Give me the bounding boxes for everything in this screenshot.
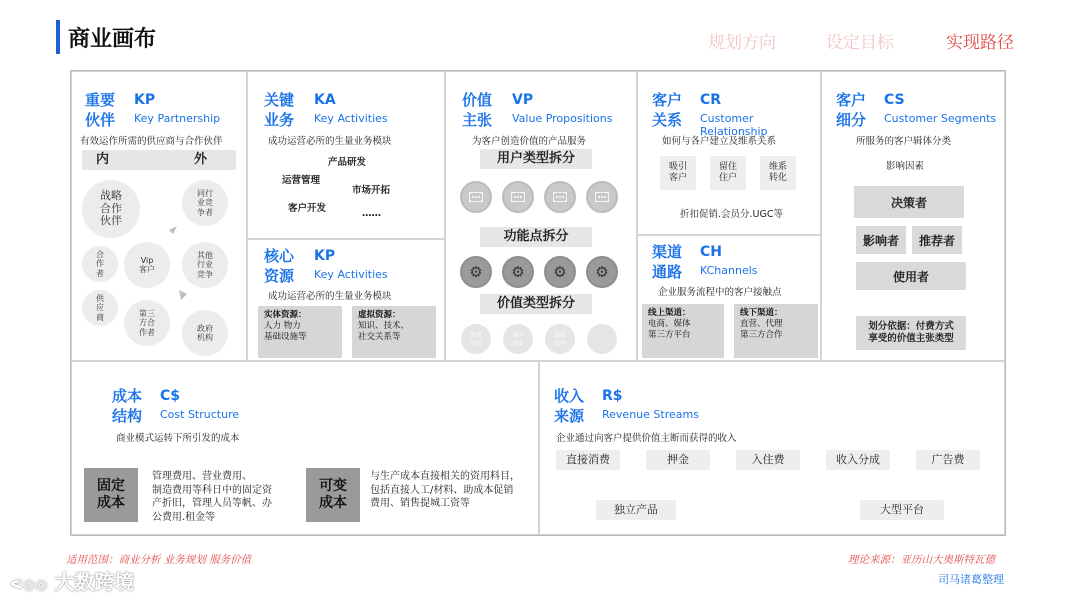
ch-title-line-1: 渠道 bbox=[652, 243, 683, 261]
cost-title-line-1: 成本 bbox=[112, 387, 143, 405]
vp-title-en: Value Propositions bbox=[512, 112, 613, 125]
cost-description: 商业模式运转下所引发的成本 bbox=[116, 433, 240, 444]
kp-inner-label: 内 bbox=[96, 152, 110, 167]
cost-fixed-text: 管理费用、营业费用、 制造费用等科日中的固定资 产折旧，管理人员等帆、办 公费用.租金等 bbox=[152, 471, 272, 523]
kp-title-zh bbox=[85, 90, 115, 130]
ka-description: 成功运营必所的生量业务模块 bbox=[268, 136, 392, 147]
kp-title-line-1: 重要 bbox=[85, 91, 116, 109]
vp-more-icon-2 bbox=[502, 181, 534, 213]
cs-title-line-1: 客户 bbox=[836, 91, 867, 109]
kr-code: KP bbox=[314, 248, 336, 264]
kp-title-en: Key Partnership bbox=[134, 112, 221, 125]
ka-item-market: 市场开拓 bbox=[352, 185, 391, 196]
cr-code: CR bbox=[700, 92, 722, 108]
kr-physical-box bbox=[258, 306, 342, 358]
ka-code: KA bbox=[314, 92, 336, 108]
cell-value-propositions bbox=[445, 71, 637, 361]
vp-code: VP bbox=[512, 92, 534, 108]
rev-title-zh bbox=[554, 386, 584, 426]
cs-description: 所服务的客户辑体分类 bbox=[856, 136, 952, 147]
vp-more-icon-1 bbox=[460, 181, 492, 213]
footer-source: 理论来源：亚历山大奥斯特瓦德 bbox=[848, 554, 995, 566]
ch-offline-body: 直营、代理 第三方合作 bbox=[740, 319, 783, 341]
cs-factors: 影响因素 bbox=[886, 161, 925, 172]
vp-value-circle-2: 减少 成本 bbox=[503, 324, 533, 354]
business-canvas bbox=[70, 70, 1006, 536]
title-accent-bar bbox=[56, 20, 60, 54]
cost-fixed-box: 固定 成本 bbox=[84, 468, 138, 522]
kp-outer-label: 外 bbox=[194, 152, 208, 167]
ch-code: CH bbox=[700, 244, 722, 260]
ka-item-ellipsis: …… bbox=[362, 208, 381, 219]
rev-code: R$ bbox=[602, 388, 623, 404]
cost-variable-text: 与生产成本直接相关的资用料目， 包括直接人工/材料、助成本促销 费用、销售提城工资等 bbox=[370, 471, 520, 509]
cost-title-zh bbox=[112, 386, 142, 426]
kp-circle-vip-client: Vip 客户 bbox=[124, 242, 170, 288]
vp-more-icon-3 bbox=[544, 181, 576, 213]
ka-item-client-dev: 客户开发 bbox=[288, 203, 327, 214]
cs-code: CS bbox=[884, 92, 905, 108]
cr-title-en: Customer Relationship bbox=[700, 112, 768, 138]
ch-title-line-2: 通路 bbox=[652, 263, 683, 281]
nav-item-implementation-path[interactable]: 实现路径 bbox=[946, 33, 1014, 53]
vp-value-circle-4 bbox=[587, 324, 617, 354]
cell-customer-segments bbox=[821, 71, 1005, 361]
cs-title-en: Customer Segments bbox=[884, 112, 997, 125]
ch-description: 企业服务流程中的客户接触点 bbox=[658, 287, 782, 298]
kr-physical-body: 人力 物力 基础设施等 bbox=[264, 321, 307, 343]
kr-title-line-1: 核心 bbox=[264, 247, 295, 265]
nav-item-plan-direction[interactable]: 规划方向 bbox=[708, 33, 776, 53]
cr-title-line-2: 关系 bbox=[652, 111, 683, 129]
cs-title-zh bbox=[836, 90, 866, 130]
kp-circle-supplier: 供 应 商 bbox=[82, 290, 118, 326]
ka-title-en: Key Activities bbox=[314, 112, 388, 125]
rev-item-standalone: 独立产品 bbox=[596, 500, 676, 520]
kp-circle-other-industry: 其他 行业 竞争 bbox=[182, 242, 228, 288]
kp-circle-peer-competitor: 同行 业竞 争者 bbox=[182, 180, 228, 226]
kp-circle-partner: 合 作 者 bbox=[82, 246, 118, 282]
kr-virtual-box bbox=[352, 306, 436, 358]
kr-physical-title: 实体资源： bbox=[264, 310, 307, 320]
cell-cost-structure bbox=[71, 361, 539, 535]
kr-virtual-body: 知识、技术、 社交关系等 bbox=[358, 321, 410, 343]
vp-more-icon-4 bbox=[586, 181, 618, 213]
cr-step-convert: 维系 转化 bbox=[760, 156, 796, 190]
ka-title-zh bbox=[264, 90, 294, 130]
cell-key-partnership bbox=[71, 71, 247, 361]
cr-description: 如何与各户建立及维系关系 bbox=[662, 136, 777, 147]
rev-title-en: Revenue Streams bbox=[602, 408, 699, 421]
cost-variable-box: 可变 成本 bbox=[306, 468, 360, 522]
cell-revenue-streams bbox=[539, 361, 1005, 535]
cell-customer-relationship bbox=[637, 71, 821, 235]
cost-code: C$ bbox=[160, 388, 181, 404]
cr-note: 折扣促销.会员分.UGC等 bbox=[680, 209, 783, 220]
cs-decider-box: 决策者 bbox=[854, 186, 964, 218]
ch-offline-box bbox=[734, 304, 818, 358]
kp-circle-government: 政府 机构 bbox=[182, 310, 228, 356]
cr-title-line-1: 客户 bbox=[652, 91, 683, 109]
rev-title-line-2: 来源 bbox=[554, 407, 585, 425]
kr-virtual-title: 虚拟资源： bbox=[358, 310, 401, 320]
kp-circle-third-party: 第三 方合 作者 bbox=[124, 300, 170, 346]
ka-item-rd: 产品研发 bbox=[328, 157, 367, 168]
cr-step-retain: 留住 住户 bbox=[710, 156, 746, 190]
nav-item-set-goal[interactable]: 设定目标 bbox=[826, 33, 894, 53]
kp-description: 有效运作所需的供应商与合作伙伴 bbox=[80, 136, 223, 147]
ch-online-title: 线上渠道： bbox=[648, 308, 691, 318]
cs-basis-box: 划分依据：付费方式 享受的价值主张类型 bbox=[856, 316, 966, 350]
footer-scope: 适用范围：商业分析 业务规划 服务价值 bbox=[66, 554, 252, 566]
cost-title-en: Cost Structure bbox=[160, 408, 240, 421]
rev-item-direct: 直接消费 bbox=[556, 450, 620, 470]
vp-description: 为客户创造价值的产品服务 bbox=[472, 136, 587, 147]
cs-influencer-box: 影响者 bbox=[856, 226, 906, 254]
vp-bar-user-type: 用户类型拆分 bbox=[480, 149, 592, 169]
rev-title-line-1: 收入 bbox=[554, 387, 585, 405]
ka-item-ops: 运营管理 bbox=[282, 175, 321, 186]
kp-circle-strategic-partner: 战略 合作 伙伴 bbox=[82, 180, 140, 238]
ch-title-en: KChannels bbox=[700, 264, 758, 277]
kp-inner-outer-bar bbox=[82, 150, 236, 170]
cs-user-box: 使用者 bbox=[856, 262, 966, 290]
kr-title-zh bbox=[264, 246, 294, 286]
watermark-text: 大数跨境 bbox=[54, 570, 135, 594]
cell-channels bbox=[637, 235, 821, 361]
kr-description: 成功运营必所的生量业务模块 bbox=[268, 291, 392, 302]
ka-title-line-2: 业务 bbox=[264, 111, 295, 129]
vp-gear-icon-3: ⚙ bbox=[544, 256, 576, 288]
kp-arrows bbox=[167, 220, 191, 306]
rev-item-platform: 大型平台 bbox=[860, 500, 944, 520]
vp-bar-value-type: 价值类型拆分 bbox=[480, 294, 592, 314]
kp-title-line-2: 伙伴 bbox=[85, 111, 116, 129]
cost-title-line-2: 结构 bbox=[112, 407, 143, 425]
watermark-icon: ᕙ◎◎ bbox=[10, 577, 48, 593]
ch-title-zh bbox=[652, 242, 682, 282]
vp-value-circle-1: 节省 时间 bbox=[461, 324, 491, 354]
cr-step-attract: 吸引 客户 bbox=[660, 156, 696, 190]
footer-author: 司马诸葛整理 bbox=[938, 573, 1004, 586]
rev-item-checkin: 入住费 bbox=[736, 450, 800, 470]
rev-item-deposit: 押金 bbox=[646, 450, 710, 470]
vp-value-circle-3: 提高 效率 bbox=[545, 324, 575, 354]
vp-gear-icon-2: ⚙ bbox=[502, 256, 534, 288]
cell-key-resources bbox=[247, 239, 445, 361]
rev-item-ads: 广告费 bbox=[916, 450, 980, 470]
cs-title-line-2: 细分 bbox=[836, 111, 867, 129]
watermark-logo bbox=[10, 566, 134, 595]
cs-recommender-box: 推荐者 bbox=[912, 226, 962, 254]
vp-gear-icon-1: ⚙ bbox=[460, 256, 492, 288]
kp-code: KP bbox=[134, 92, 156, 108]
ch-online-body: 电商、媒体 第三方平台 bbox=[648, 319, 691, 341]
vp-title-line-2: 主张 bbox=[462, 111, 493, 129]
ka-title-line-1: 关键 bbox=[264, 91, 295, 109]
ch-offline-title: 线下渠道： bbox=[740, 308, 783, 318]
cr-title-zh bbox=[652, 90, 682, 130]
kr-title-en: Key Activities bbox=[314, 268, 388, 281]
vp-title-line-1: 价值 bbox=[462, 91, 493, 109]
page-title: 商业画布 bbox=[68, 27, 157, 52]
cell-key-activities bbox=[247, 71, 445, 239]
vp-gear-icon-4: ⚙ bbox=[586, 256, 618, 288]
vp-bar-feature: 功能点拆分 bbox=[480, 227, 592, 247]
kr-title-line-2: 资源 bbox=[264, 267, 295, 285]
ch-online-box bbox=[642, 304, 724, 358]
rev-description: 企业通过向客户提供价值主断而获得的收入 bbox=[556, 433, 737, 444]
rev-item-share: 收入分成 bbox=[826, 450, 890, 470]
vp-title-zh bbox=[462, 90, 492, 130]
